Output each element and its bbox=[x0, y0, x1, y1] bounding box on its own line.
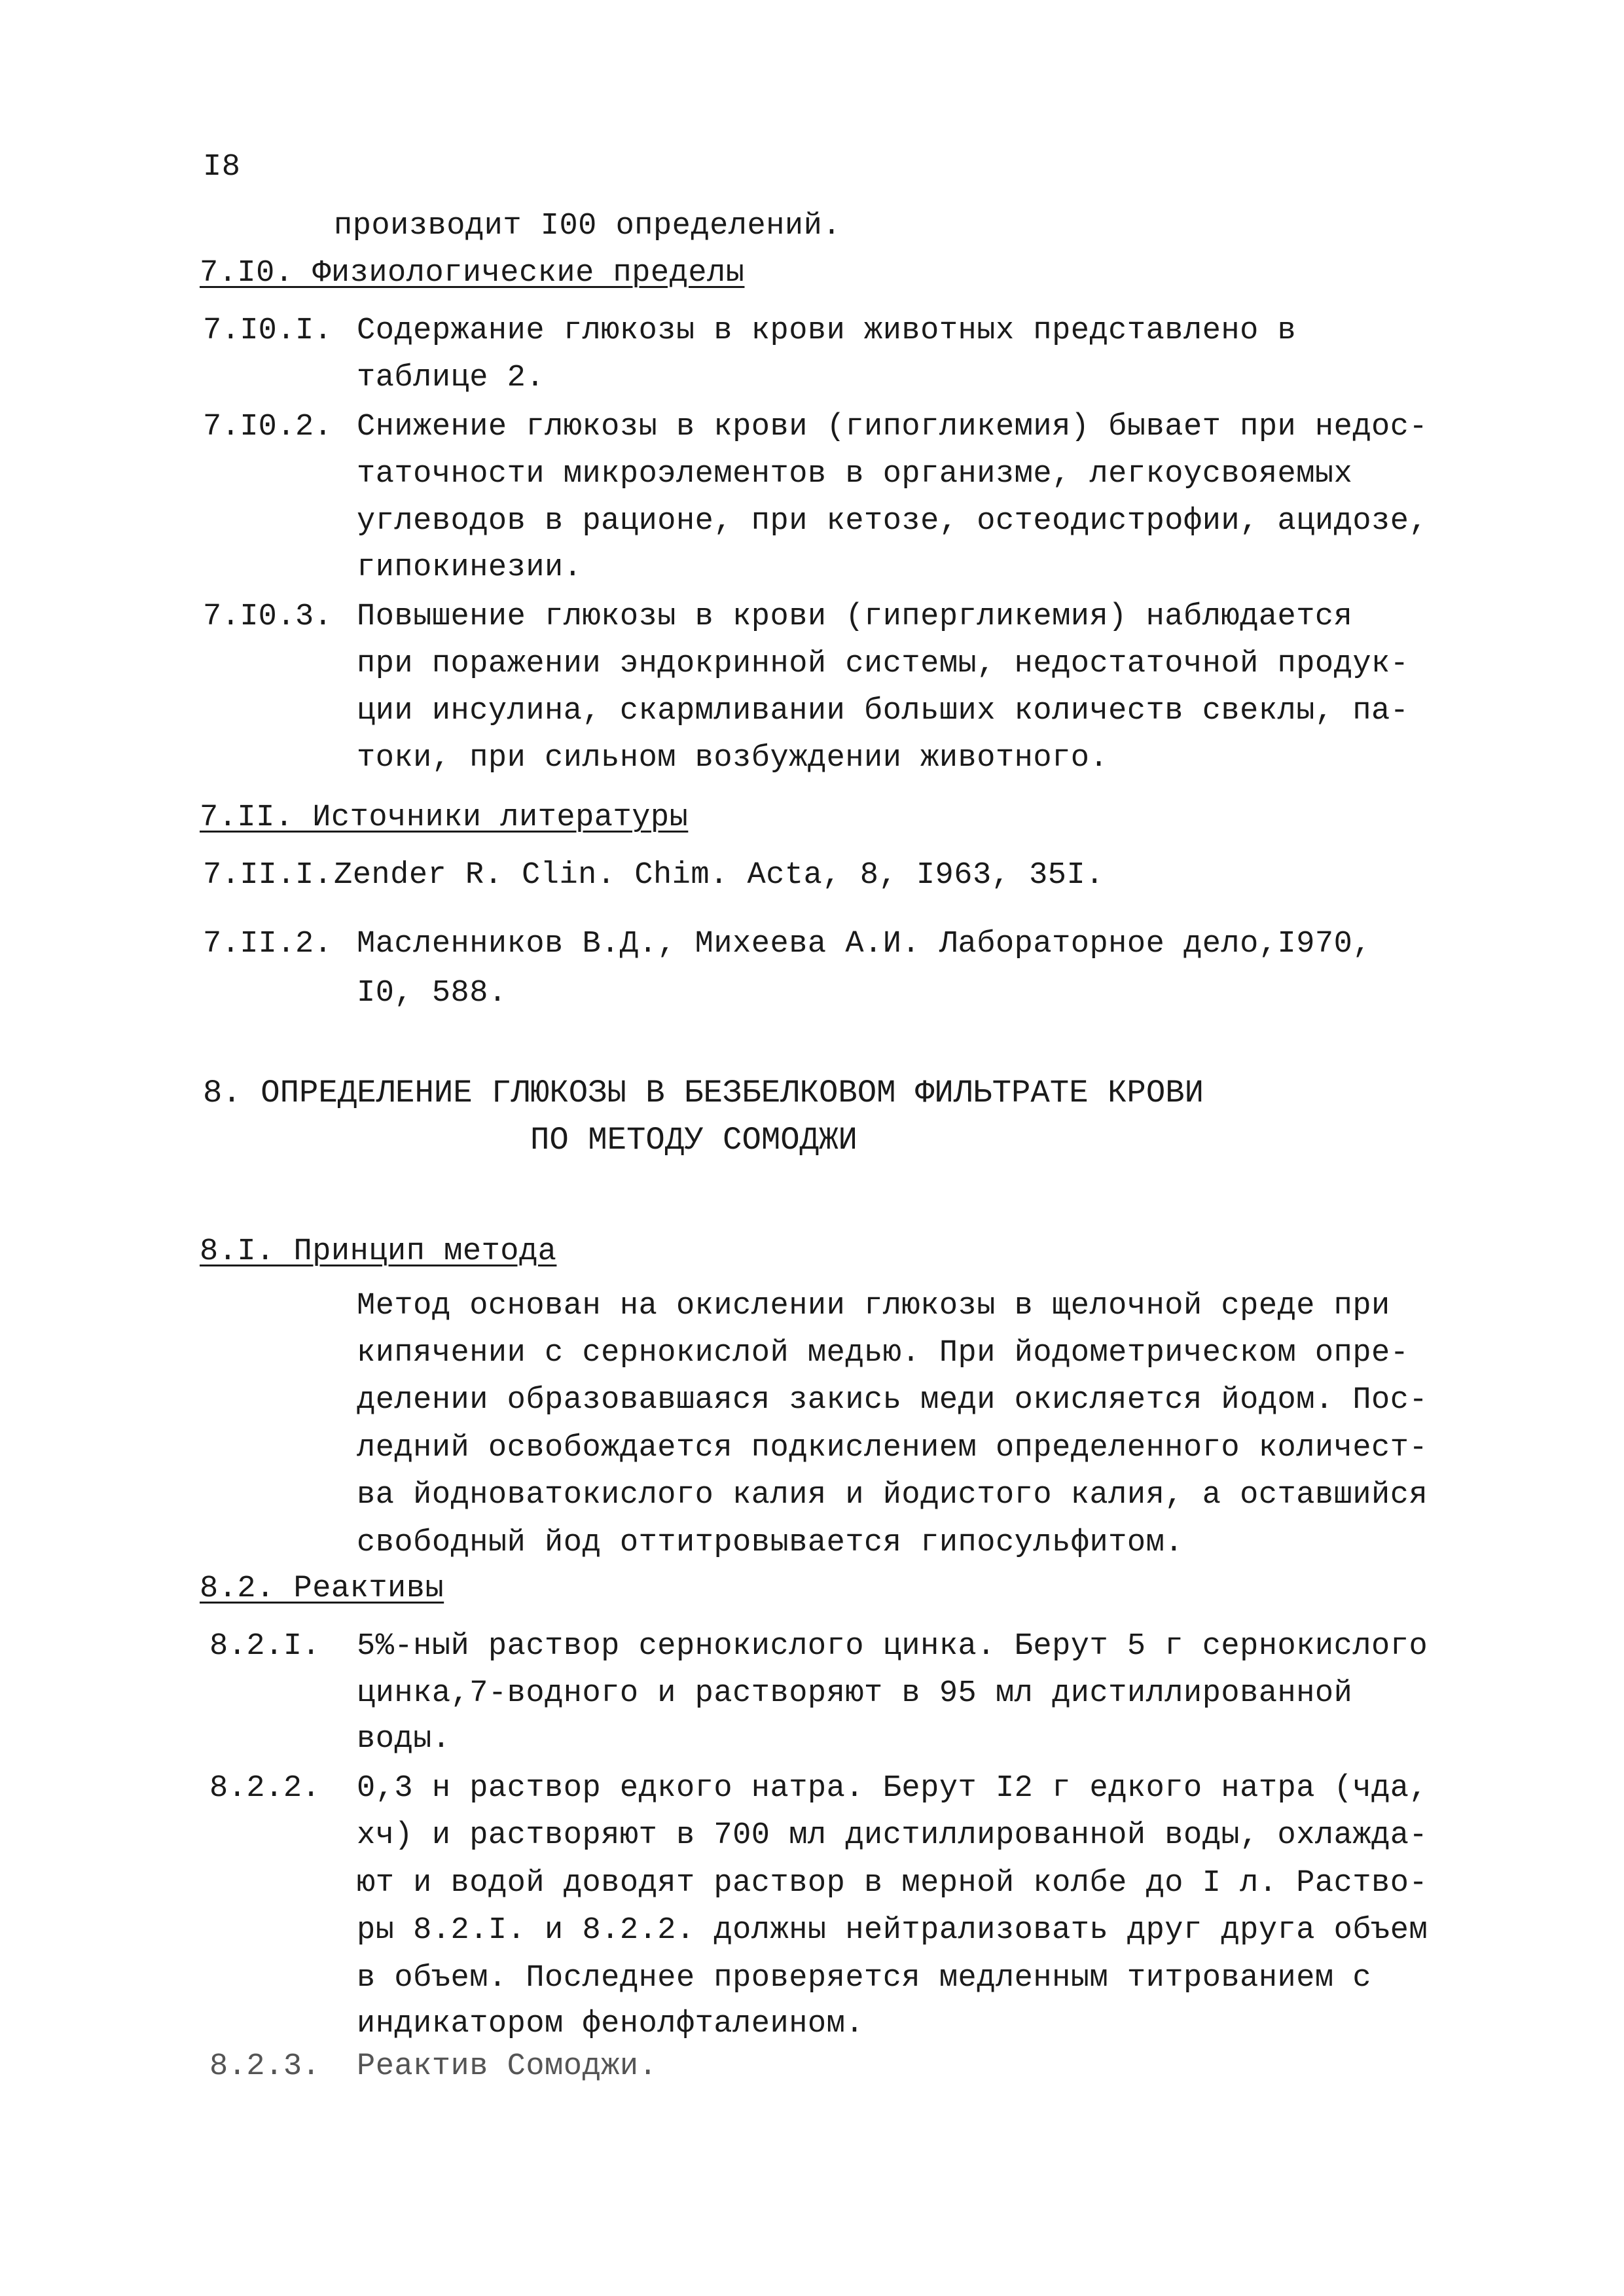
item-number: 7.I0.2. bbox=[203, 410, 333, 444]
item-text: таточности микроэлементов в организме, легкоусвояемых bbox=[357, 457, 1353, 492]
continuation-line: производит I00 определений. bbox=[334, 209, 842, 243]
item-text: токи, при сильном возбуждении животного. bbox=[357, 741, 1109, 776]
paragraph-line: делении образовавшаяся закись меди окисляется йодом. Пос- bbox=[357, 1383, 1428, 1418]
paragraph-line: свободный йод оттитровывается гипосульфитом. bbox=[357, 1526, 1184, 1560]
item-text: хч) и растворяют в 700 мл дистиллированной воды, охлажда- bbox=[357, 1818, 1428, 1853]
item-number: 8.2.3. bbox=[209, 2049, 321, 2084]
item-number: 8.2.2. bbox=[209, 1771, 321, 1806]
paragraph-line: ва йодноватокислого калия и йодистого калия, а оставшийся bbox=[357, 1478, 1428, 1513]
item-text: ции инсулина, скармливании больших количеств свеклы, па- bbox=[357, 694, 1409, 728]
item-number: 8.2.I. bbox=[209, 1629, 321, 1664]
item-text: гипокинезии. bbox=[357, 550, 583, 585]
item-text: Реактив Сомоджи. bbox=[357, 2049, 658, 2084]
item-text: Масленников В.Д., Михеева А.И. Лабораторное дело,I970, bbox=[357, 927, 1372, 961]
section-heading-8-1: 8.I. Принцип метода bbox=[200, 1234, 557, 1269]
section-heading-8-2: 8.2. Реактивы bbox=[200, 1571, 444, 1606]
page-number: I8 bbox=[203, 150, 241, 185]
item-text: таблице 2. bbox=[357, 361, 545, 395]
item-text: воды. bbox=[357, 1722, 451, 1757]
item-text: в объем. Последнее проверяется медленным титрованием с bbox=[357, 1961, 1372, 1996]
item-text: 5%-ный раствор сернокислого цинка. Берут 5 г сернокислого bbox=[357, 1629, 1428, 1664]
paragraph-line: кипячении с сернокислой медью. При йодометрическом опре- bbox=[357, 1336, 1409, 1371]
item-number: 7.II.I. bbox=[203, 858, 333, 893]
item-text: индикатором фенолфталеином. bbox=[357, 2007, 865, 2041]
item-number: 7.I0.3. bbox=[203, 600, 333, 634]
section-heading-7-11: 7.II. Источники литературы bbox=[200, 800, 689, 835]
item-text: Снижение глюкозы в крови (гипогликемия) бывает при недос- bbox=[357, 410, 1428, 444]
section-heading-7-10: 7.I0. Физиологические пределы bbox=[200, 256, 745, 291]
item-text: углеводов в рационе, при кетозе, остеодистрофии, ацидозе, bbox=[357, 504, 1428, 539]
item-number: 7.II.2. bbox=[203, 927, 333, 961]
chapter-title-line-2: ПО МЕТОДУ СОМОДЖИ bbox=[530, 1122, 857, 1158]
item-number: 7.I0.I. bbox=[203, 314, 333, 348]
item-text: 0,3 н раствор едкого натра. Берут I2 г едкого натра (чда, bbox=[357, 1771, 1428, 1806]
item-text: Zender R. Clin. Chim. Acta, 8, I963, 35I. bbox=[334, 858, 1104, 893]
chapter-title-line-1: 8. ОПРЕДЕЛЕНИЕ ГЛЮКОЗЫ В БЕЗБЕЛКОВОМ ФИЛЬТРАТЕ КРОВИ bbox=[203, 1075, 1204, 1111]
item-text: I0, 588. bbox=[357, 976, 507, 1011]
item-text: цинка,7-водного и растворяют в 95 мл дистиллированной bbox=[357, 1676, 1353, 1711]
paragraph-line: Метод основан на окислении глюкозы в щелочной среде при bbox=[357, 1289, 1390, 1323]
item-text: при поражении эндокринной системы, недостаточной продук- bbox=[357, 647, 1409, 681]
item-text: ют и водой доводят раствор в мерной колбе до I л. Раство- bbox=[357, 1866, 1428, 1901]
item-text: ры 8.2.I. и 8.2.2. должны нейтрализовать друг друга объем bbox=[357, 1913, 1428, 1948]
item-text: Повышение глюкозы в крови (гипергликемия) наблюдается bbox=[357, 600, 1353, 634]
paragraph-line: ледний освобождается подкислением определенного количест- bbox=[357, 1431, 1428, 1465]
item-text: Содержание глюкозы в крови животных представлено в bbox=[357, 314, 1297, 348]
